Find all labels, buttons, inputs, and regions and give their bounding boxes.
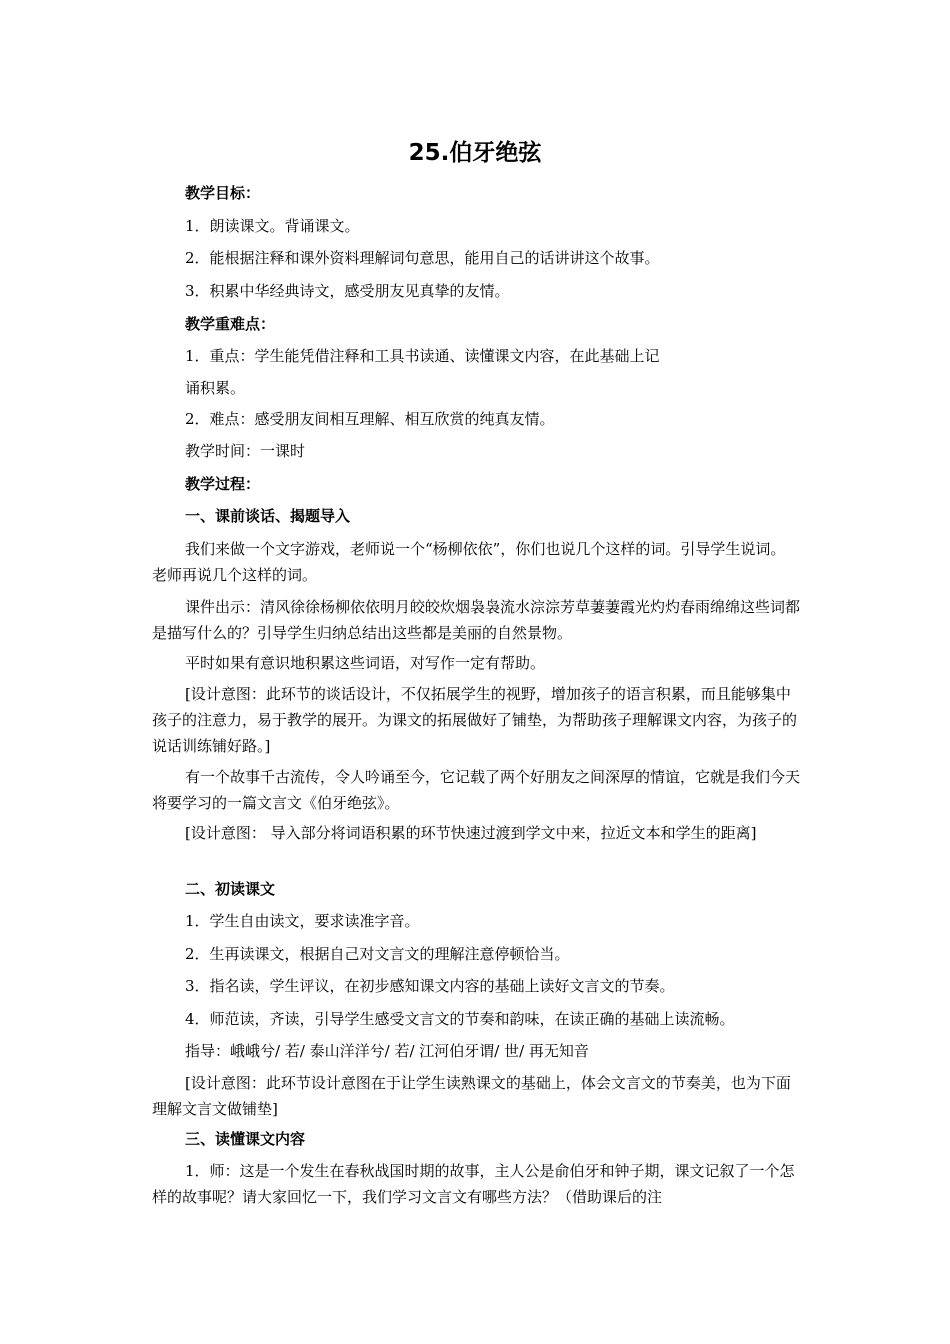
paragraph: 课件出示：清风徐徐杨柳依依明月皎皎炊烟袅袅流水淙淙芳草萋萋霞光灼灼春雨绵绵这些词都是描写什么的？引导学生归纳总结出这些都是美丽的自然景物。 (152, 598, 801, 642)
document-title: 25.伯牙绝弦 (408, 140, 542, 166)
step-item: 3．指名读，学生评议，在初步感知课文内容的基础上读好文言文的节奏。 (185, 977, 675, 995)
keypoints-heading: 教学重难点： (185, 315, 276, 333)
goals-heading: 教学目标： (185, 184, 261, 202)
paragraph: 我们来做一个文字游戏，老师说一个“杨柳依依”，你们也说几个这样的词。引导学生说词。老师再说几个这样的词。 (152, 540, 786, 584)
process-heading: 教学过程： (185, 475, 261, 493)
section-heading: 一、课前谈话、揭题导入 (185, 507, 351, 525)
step-item: 1．学生自由读文，要求读准字音。 (185, 912, 420, 930)
goal-item: 3．积累中华经典诗文，感受朋友见真挚的友情。 (185, 282, 510, 300)
design-intent-note: [设计意图： 导入部分将词语积累的环节快速过渡到学文中来，拉近文本和学生的距离] (185, 824, 757, 842)
goal-item: 2．能根据注释和课外资料理解词句意思，能用自己的话讲讲这个故事。 (185, 249, 660, 267)
section-heading: 二、初读课文 (185, 880, 276, 898)
step-item: 2．生再读课文，根据自己对文言文的理解注意停顿恰当。 (185, 945, 570, 963)
keypoint-item: 2．难点：感受朋友间相互理解、相互欣赏的纯真友情。 (185, 410, 555, 428)
paragraph: 1．师：这是一个发生在春秋战国时期的故事，主人公是俞伯牙和钟子期，课文记叙了一个怎样的故事呢？请大家回忆一下，我们学习文言文有哪些方法？（借助课后的注 (152, 1162, 795, 1206)
design-intent-note: [设计意图：此环节设计意图在于让学生读熟课文的基础上，体会文言文的节奏美，也为下面理解文言文做铺垫] (152, 1074, 791, 1118)
goal-item: 1．朗读课文。背诵课文。 (185, 217, 360, 235)
keypoint-item-continuation: 诵积累。 (185, 379, 246, 397)
paragraph: 平时如果有意识地积累这些词语，对写作一定有帮助。 (185, 654, 546, 672)
design-intent-note: [设计意图：此环节的谈话设计，不仅拓展学生的视野，增加孩子的语言积累，而且能够集中孩子的注意力，易于教学的展开。为课文的拓展做好了铺垫，为帮助孩子理解课文内容，为孩子的说话训练铺好路。] (152, 685, 798, 755)
reading-guide: 指导：峨峨兮/ 若/ 泰山洋洋兮/ 若/ 江河伯牙谓/ 世/ 再无知音 (185, 1042, 589, 1060)
teaching-time: 教学时间：一课时 (185, 442, 306, 460)
paragraph: 有一个故事千古流传，令人吟诵至今，它记载了两个好朋友之间深厚的情谊，它就是我们今天将要学习的一篇文言文《伯牙绝弦》。 (152, 768, 801, 812)
step-item: 4．师范读，齐读，引导学生感受文言文的节奏和韵味，在读正确的基础上读流畅。 (185, 1010, 735, 1028)
keypoint-item: 1．重点：学生能凭借注释和工具书读通、读懂课文内容，在此基础上记 (185, 347, 660, 365)
section-heading: 三、读懂课文内容 (185, 1130, 306, 1148)
